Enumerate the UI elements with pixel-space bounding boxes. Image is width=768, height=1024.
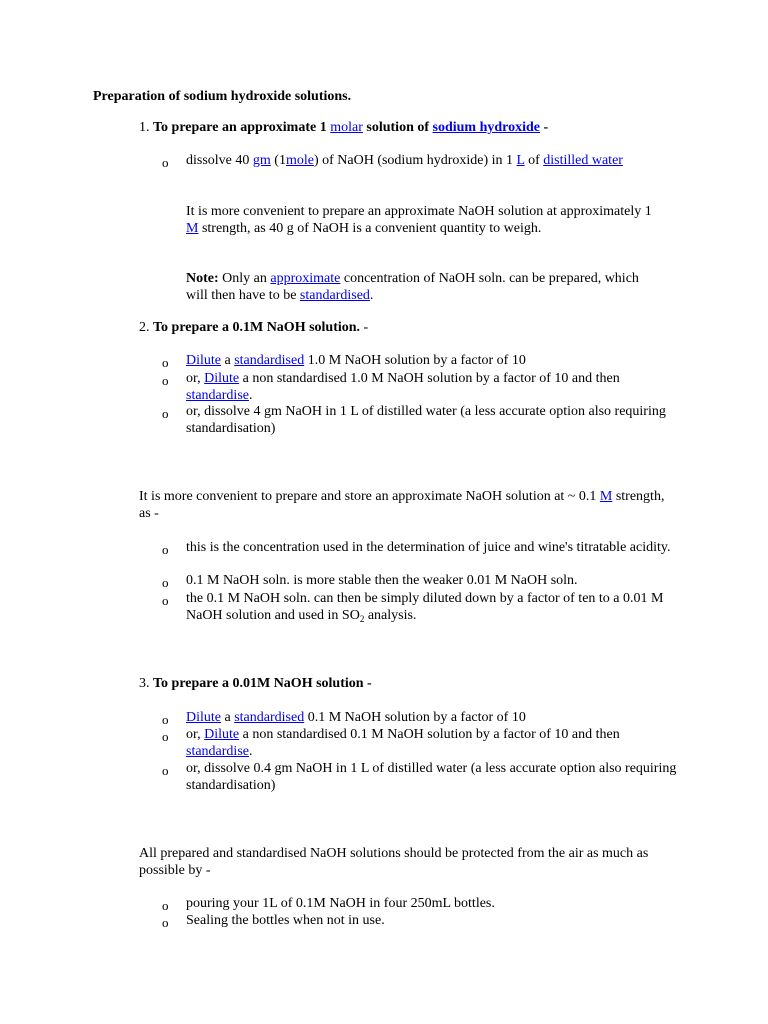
bullet: o [162,373,169,388]
bullet: o [162,542,169,557]
list-item: this is the concentration used in the determination of juice and wine's titratable acidity. [186,540,671,555]
standardised-link[interactable]: standardised [299,287,370,303]
list-item: or, dissolve 4 gm NaOH in 1 L of distilled water (a less accurate option also requiring standardisation) [186,404,666,436]
bullet: o [162,406,169,421]
molar-M-link[interactable]: M [186,220,199,236]
list-item: or, dissolve 0.4 gm NaOH in 1 L of distilled water (a less accurate option also requiring standardisation) [186,761,677,793]
bullet: o [162,915,169,930]
note-paragraph: Note: Only an approximate concentration of NaOH soln. can be prepared, which will then have to be standardised. [186,271,639,303]
standardise-link[interactable]: standardise [186,743,249,759]
standardised-link[interactable]: standardised [234,353,305,368]
approximate-link[interactable]: approximate [270,271,341,286]
list-item: Dilute a standardised 0.1 M NaOH solution by a factor of 10 [186,710,526,725]
list-item: Dilute a standardised 1.0 M NaOH solution by a factor of 10 [186,353,526,368]
paragraph: All prepared and standardised NaOH solutions should be protected from the air as much as possible by - [139,846,649,878]
bullet: o [162,898,169,913]
dilute-link[interactable]: Dilute [186,353,221,368]
section-1-heading: 1. To prepare an approximate 1 molar solution of sodium hydroxide - [139,120,549,135]
section-3-heading: 3. To prepare a 0.01M NaOH solution - [139,676,372,691]
paragraph: It is more convenient to prepare and store an approximate NaOH solution at ~ 0.1 M strength, as - [139,489,665,521]
mole-link[interactable]: mole [285,153,314,168]
list-item: pouring your 1L of 0.1M NaOH in four 250mL bottles. [186,896,495,911]
bullet: o [162,575,169,590]
list-item: the 0.1 M NaOH soln. can then be simply diluted down by a factor of ten to a 0.01 M NaOH solution and used in $SO_2$ analysis. [186,591,664,624]
bullet: o [162,729,169,744]
bullet: o [162,763,169,778]
dilute-link[interactable]: Dilute [186,710,221,725]
dilute-link[interactable]: Dilute [204,727,240,742]
list-item: dissolve 40 gm (1mole) of NaOH (sodium hydroxide) in 1 L of distilled water [186,153,623,168]
gm-link[interactable]: gm [252,153,271,168]
molar-link[interactable]: molar [330,120,363,135]
bullet: o [162,712,169,727]
list-item: or, Dilute a non standardised 0.1 M NaOH solution by a factor of 10 and then standardise. [186,727,620,759]
dilute-link[interactable]: Dilute [204,371,240,386]
standardise-link[interactable]: standardise [186,387,249,403]
list-item: Sealing the bottles when not in use. [186,913,385,928]
page-title: Preparation of sodium hydroxide solutions. [93,89,352,104]
list-item: or, Dilute a non standardised 1.0 M NaOH solution by a factor of 10 and then standardise. [186,371,620,403]
list-item: 0.1 M NaOH soln. is more stable then the weaker 0.01 M NaOH soln. [186,573,578,588]
standardised-link[interactable]: standardised [234,710,305,725]
bullet: o [162,593,169,608]
distilled-water-link[interactable]: distilled water [543,153,623,168]
section-2-heading: 2. To prepare a 0.1M NaOH solution. - [139,320,369,335]
bullet: o [162,355,169,370]
sodium-hydroxide-link[interactable]: sodium hydroxide [432,120,541,135]
paragraph: It is more convenient to prepare an approximate NaOH solution at approximately 1 M strength, as 40 g of NaOH is a convenient quantity to weigh. [186,204,652,236]
molar-M-link[interactable]: M [599,489,613,504]
litre-link[interactable]: L [516,153,525,168]
bullet: o [162,155,169,170]
